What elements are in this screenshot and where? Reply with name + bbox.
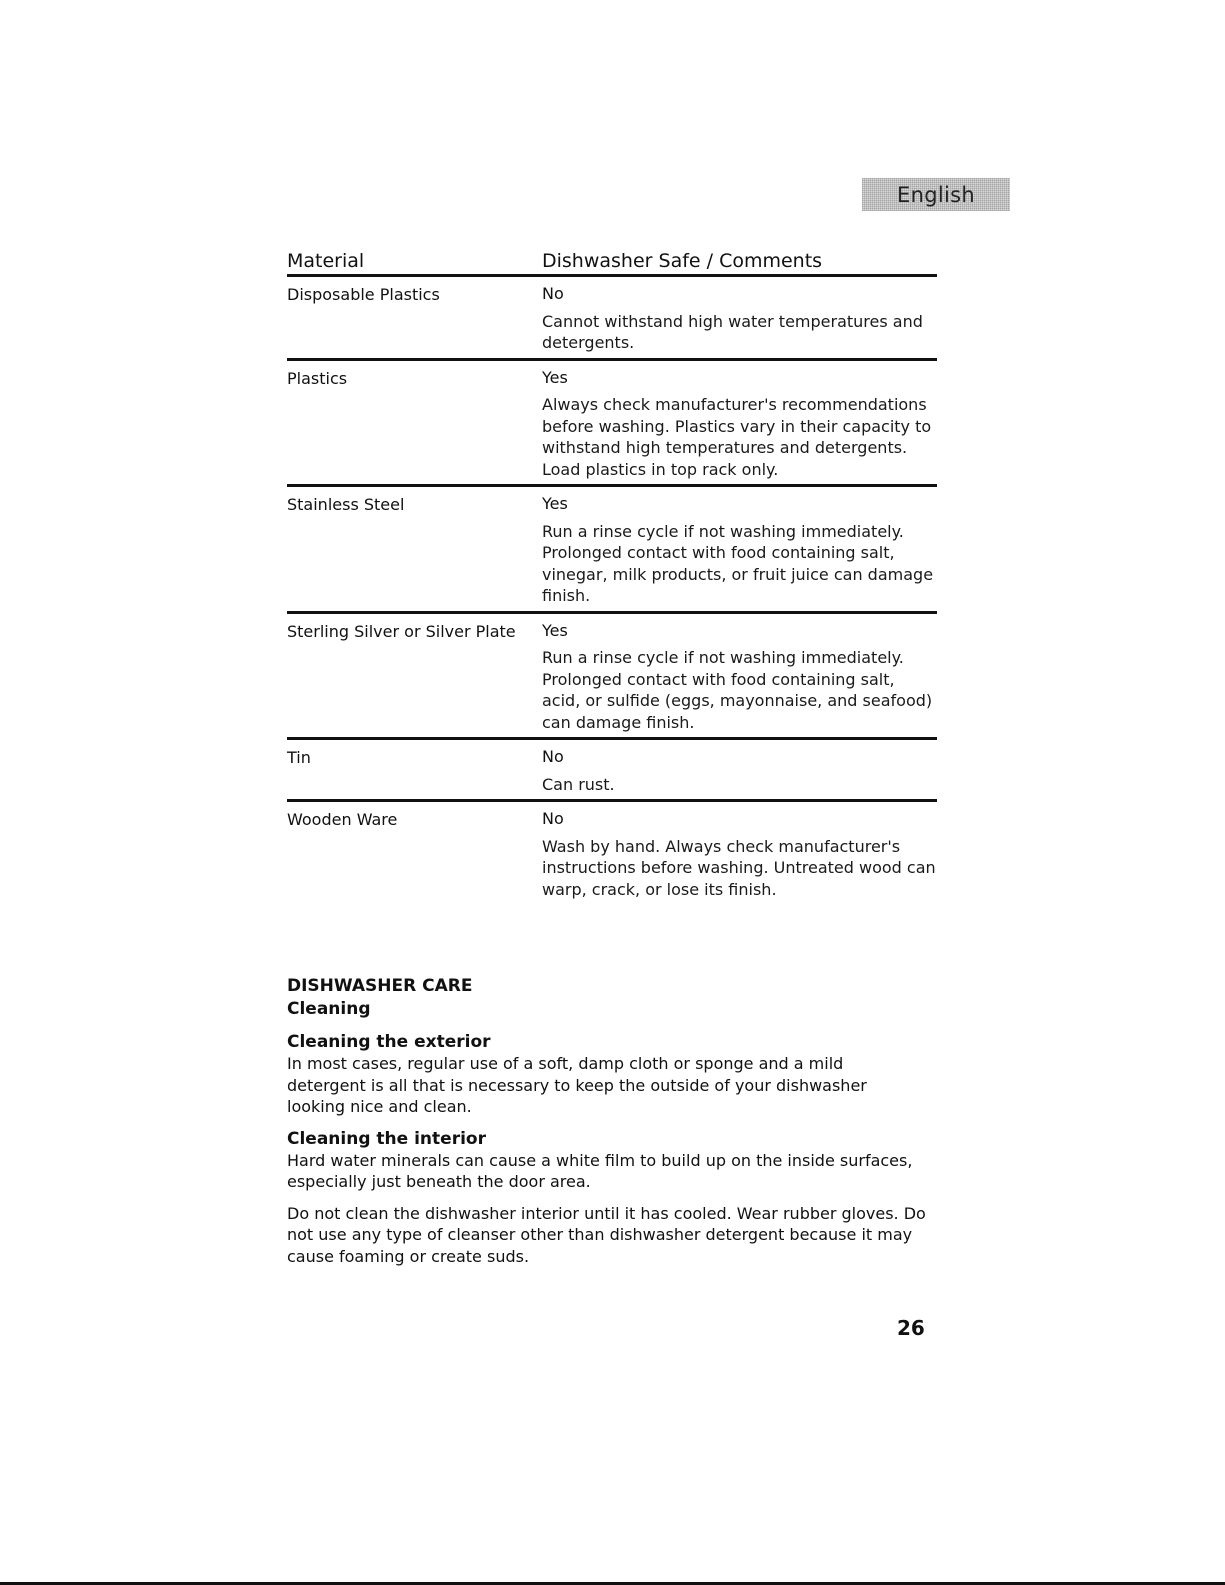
safe-value: No	[542, 284, 564, 303]
interior-text-2: Do not clean the dishwasher interior until it has cooled. Wear rubber gloves. Do not use any type of cleanser other than dishwasher detergent because it may cause foaming or create suds.	[287, 1203, 926, 1266]
materials-table	[287, 240, 937, 904]
cleaning-subheading: Cleaning	[287, 999, 371, 1019]
comment-text: Run a rinse cycle if not washing immediately. Prolonged contact with food containing salt, vinegar, milk products, or fruit juice can damage finish.	[542, 521, 934, 605]
safe-value: No	[542, 747, 564, 766]
material-cell: Disposable Plastics	[287, 285, 440, 304]
safe-value: Yes	[542, 367, 568, 387]
comment-cell	[542, 808, 937, 900]
language-tab	[862, 178, 1010, 211]
safe-value: No	[542, 809, 564, 828]
table-header	[287, 240, 937, 277]
comment-cell	[542, 746, 937, 795]
interior-heading: Cleaning the interior	[287, 1128, 486, 1149]
dishwasher-care-section	[287, 975, 927, 1277]
exterior-text: In most cases, regular use of a soft, damp cloth or sponge and a mild detergent is all that is necessary to keep the outside of your dishwasher looking nice and clean.	[287, 1054, 867, 1116]
comment-cell	[542, 493, 937, 607]
comment-text: Always check manufacturer's recommendations before washing. Plastics vary in their capacity to withstand high temperatures and detergents. Load plastics in top rack only.	[542, 395, 932, 479]
comment-text: Wash by hand. Always check manufacturer's instructions before washing. Untreated wood can warp, crack, or lose its finish.	[542, 836, 936, 899]
table-row	[287, 361, 937, 488]
interior-text-1: Hard water minerals can cause a white film to build up on the inside surfaces, especially just beneath the door area.	[287, 1150, 913, 1191]
comment-text: Cannot withstand high water temperatures and detergents.	[542, 311, 923, 352]
safe-value: Yes	[542, 620, 568, 640]
table-row	[287, 614, 937, 741]
comment-cell	[542, 283, 937, 354]
table-row	[287, 740, 937, 802]
header-material: Material	[287, 250, 365, 272]
table-row	[287, 487, 937, 614]
comment-cell	[542, 367, 937, 481]
page-number: 26	[897, 1316, 925, 1340]
material-cell: Sterling Silver or Silver Plate	[287, 621, 516, 641]
material-cell: Tin	[287, 748, 311, 767]
exterior-heading: Cleaning the exterior	[287, 1032, 491, 1052]
table-row	[287, 802, 937, 904]
care-heading: DISHWASHER CARE	[287, 976, 473, 996]
material-cell: Wooden Ware	[287, 810, 398, 829]
comment-text: Run a rinse cycle if not washing immediately. Prolonged contact with food containing salt, acid, or sulfide (eggs, mayonnaise, and seafood) can damage finish.	[542, 648, 933, 732]
comment-text: Can rust.	[542, 774, 615, 794]
header-comments: Dishwasher Safe / Comments	[542, 250, 823, 272]
language-tab-label: English	[897, 182, 975, 207]
safe-value: Yes	[542, 494, 568, 513]
material-cell: Plastics	[287, 368, 348, 388]
comment-cell	[542, 620, 937, 734]
table-row	[287, 277, 937, 361]
material-cell: Stainless Steel	[287, 495, 405, 514]
